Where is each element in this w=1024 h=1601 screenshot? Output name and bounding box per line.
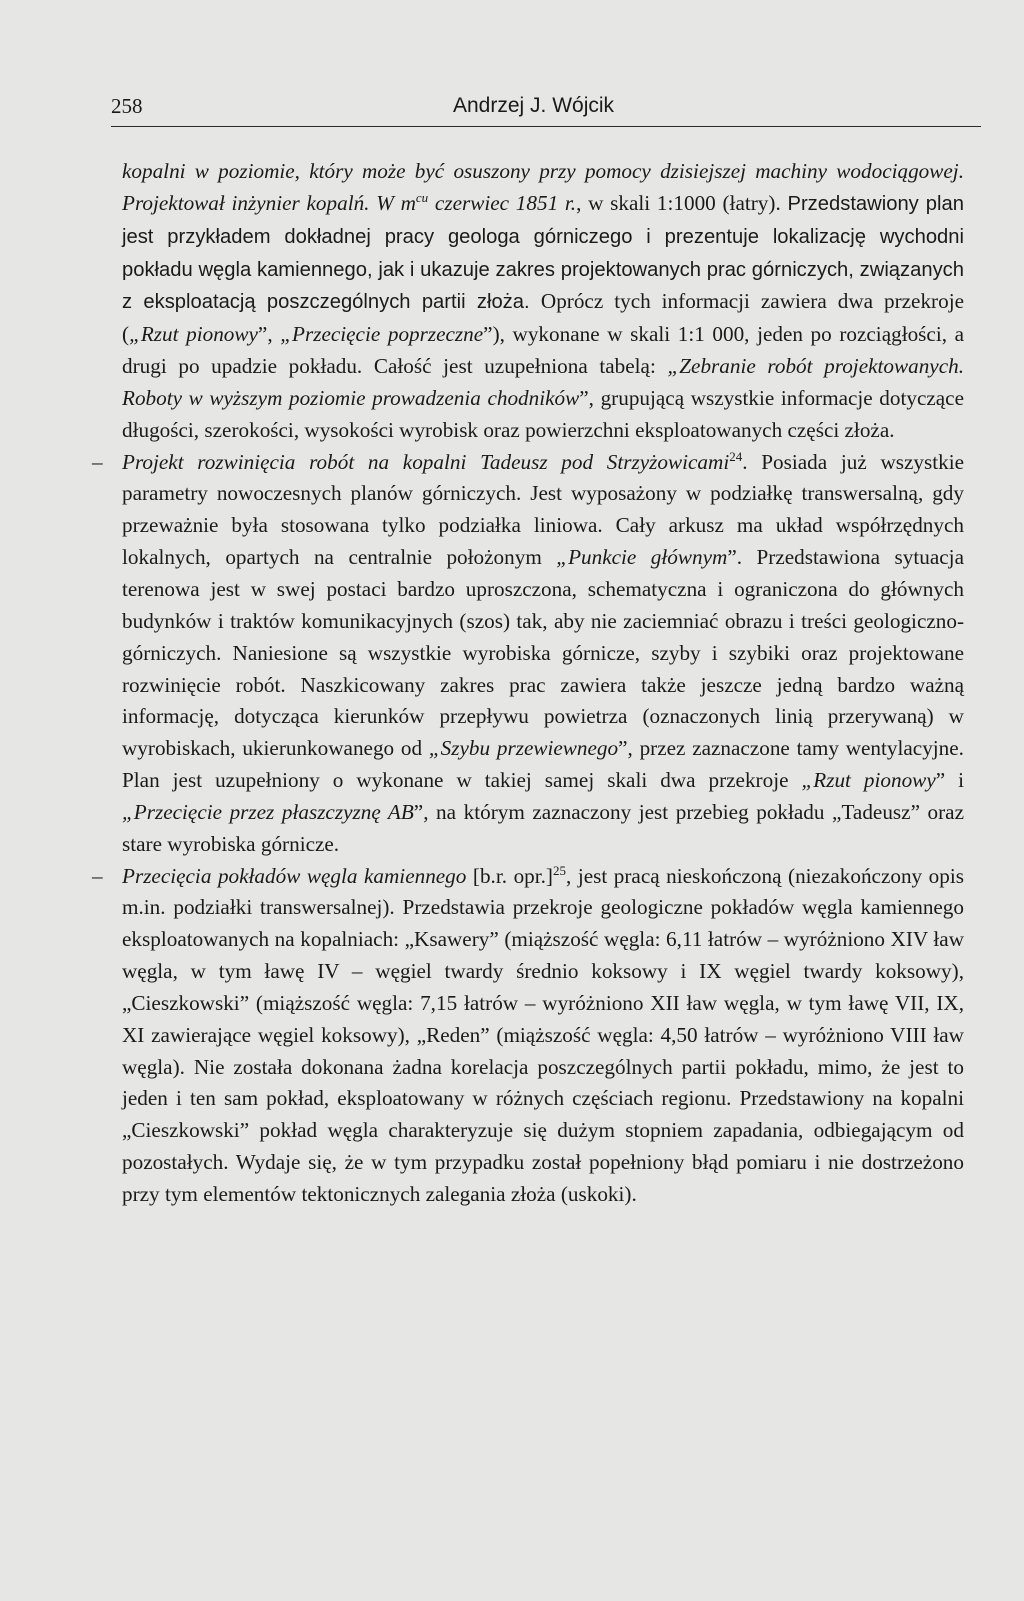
paragraph-map-description [122,156,964,447]
table-title: „Zebranie robót projektowanych. Roboty w wyższym poziomie prowadzenia chodników [122,354,964,410]
body-text [92,156,965,1211]
list-dash: – [92,449,103,474]
map-title-fragment: kopalni w poziomie, który może być osuszony przy pomocy dzisiejszej machiny wodociągowej. Projektował inżynier kopalń. W m [122,159,964,215]
quoted-term: „Punkcie głównym [556,545,728,570]
text-run: ”. Przedstawiona sytuacja terenowa jest w swej postaci bardzo uproszczona, schematyczna i ograniczona do głównych budynków i traktów komunikacyjnych (szos) tak, aby nie zaciemniać obrazu i treści geologiczno-górniczych. Naniesione są wszystkie wyrobiska górnicze, szyby i szybiki oraz projektowane rozwinięcie robót. Naszkicowany zakres prac zawiera także jeszcze jedną bardzo ważną informację, dotycząca kierunków przepływu powietrza (oznaczonych linią przerywaną) w wyrobiskach, ukierunkowanego od [122,545,964,761]
page-number: 258 [111,94,143,118]
section-title: „Rzut pionowy [801,768,936,793]
item-title: Projekt rozwinięcia robót na kopalni Tadeusz pod Strzyżowicami [122,449,730,474]
superscript-cu: cu [415,189,429,205]
text-run: , jest pracą nieskończoną (niezakończony opis m.in. podziałki transwersalnej). Przedstawia przekroje geologiczne pokładów węgla kamiennego eksploatowanych na kopalniach: „Ksawery” (miąższość węgla: 6,11 łatrów – wyróżniono XIV ław węgla, w tym ławę IV – węgiel twardy średnio koksowy i IX węgiel twardy koksowy), „Cieszkowski” (miąższość węgla: 7,15 łatrów – wyróżniono XII ław węgla, w tym ławę VII, IX, XI zawierające węgiel koksowy), „Reden” (miąższość węgla: 4,50 łatrów – wyróżniono VIII ław węgla). Nie została dokonana żadna korelacja poszczególnych partii pokładu, mimo, że jest to jeden i ten sam pokład, eksploatowany w różnych częściach regionu. Przedstawiony na kopalni „Cieszkowski” pokład węgla charakteryzuje się dużym stopniem zapadania, odbiegającym od pozostałych. Wydaje się, że w tym przypadku został popełniony błąd pomiaru i nie dostrzeżono przy tym elementów tektonicznych zalegania złoża (uskoki). [122,863,964,1206]
text-run: ” i [935,768,965,793]
page-header [111,92,981,127]
scale-note: , w skali 1:1000 (łatry). [576,190,788,215]
footnote-ref[interactable]: 25 [553,862,566,878]
section-title: „Przecięcie przez płaszczyznę AB [122,799,414,824]
description-sans: Przedstawiony plan jest przykładem dokładnej pracy geologa górniczego i prezentuje lokalizację wychodni pokładu węgla kamiennego, jak i ukazuje zakres projektowanych prac górniczych, związanych z eksploatacją poszczególnych partii złoża. [122,192,964,314]
footnote-ref[interactable]: 24 [729,448,743,464]
text-run: . Posiada już wszystkie parametry nowoczesnych planów górniczych. Jest wyposażony w podziałkę transwersalną, gdy przeważnie była stosowana tylko podziałka liniowa. Cały arkusz ma układ współrzędnych lokalnych, opartych na centralnie położonym [122,449,964,570]
text-run: ”, [257,322,281,347]
section-title: „Rzut pionowy [129,322,258,347]
list-item [92,447,965,861]
section-title: „Przecięcie poprzeczne [280,322,484,347]
text-run: ”, grupującą wszystkie informacje dotyczące długości, szerokości, wysokości wyrobisk oraz powierzchni eksploatowanych części złoża. [122,385,964,442]
text-run: [b.r. opr.] [466,863,553,888]
list-item [92,861,964,1211]
text-run: ”, przez zaznaczone tamy wentylacyjne. Plan jest uzupełniony o wykonane w takiej samej skali dwa przekroje [122,736,964,793]
running-head: Andrzej J. Wójcik [453,94,615,117]
item-title: Przecięcia pokładów węgla kamiennego [122,863,467,888]
list-dash: – [92,863,103,888]
text-run: ”, na którym zaznaczony jest przebieg pokładu „Tadeusz” oraz stare wyrobiska górnicze. [122,799,964,856]
text-run: ”), wykonane w skali 1:1 000, jeden po rozciągłości, a drugi po upadzie pokładu. Całość jest uzupełniona tabelą: [122,322,965,379]
quoted-term: „Szybu przewiewnego [428,736,619,761]
map-date: czerwiec 1851 r. [428,190,577,215]
text-run: Oprócz tych informacji zawiera dwa przekroje ( [122,289,964,347]
